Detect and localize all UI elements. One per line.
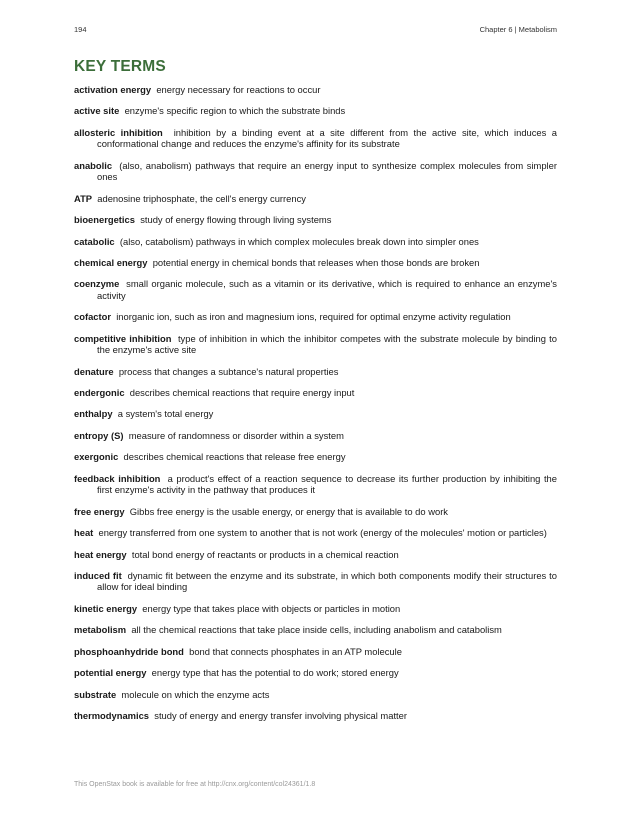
term-definition: study of energy and energy transfer involving physical matter (154, 710, 407, 722)
term-word: activation energy (74, 84, 152, 95)
term-definition: a product's effect of a reaction sequence to decrease its further production by inhibiting the first enzyme's activity in the pathway that produces it (97, 472, 557, 496)
key-term-item (74, 84, 557, 95)
term-word: catabolic (74, 235, 115, 247)
term-definition: process that changes a subtance's natural properties (118, 365, 339, 377)
term-word: heat energy (74, 548, 127, 560)
key-term-item (74, 646, 557, 657)
term-definition: describes chemical reactions that require energy input (129, 387, 355, 398)
page-number: 194 (74, 25, 87, 34)
term-definition: study of energy flowing through living systems (140, 214, 332, 226)
term-definition: energy transferred from one system to another that is not work (energy of the molecules' motion or particles) (98, 527, 547, 539)
key-term-item (74, 506, 557, 517)
key-term-item (74, 710, 557, 721)
key-term-item (74, 473, 557, 496)
key-term-item (74, 667, 557, 678)
term-definition: total bond energy of reactants or products in a chemical reaction (131, 548, 399, 560)
key-term-item (74, 160, 557, 183)
section-title: KEY TERMS (74, 58, 166, 75)
key-term-item (74, 366, 557, 377)
term-word: metabolism (74, 624, 127, 636)
term-definition: a system's total energy (117, 408, 214, 420)
key-term-item (74, 689, 557, 700)
key-term-item (74, 387, 557, 398)
term-definition: dynamic fit between the enzyme and its substrate, in which both components modify their structures to allow for ideal binding (97, 570, 557, 593)
term-word: feedback inhibition (74, 472, 161, 484)
key-term-item (74, 549, 557, 560)
term-word: entropy (S) (74, 429, 124, 441)
term-word: anabolic (74, 159, 113, 171)
term-definition: Gibbs free energy is the usable energy, or energy that is available to do work (129, 505, 448, 517)
term-definition: (also, catabolism) pathways in which complex molecules break down into simpler ones (119, 235, 479, 247)
term-word: kinetic energy (74, 602, 138, 614)
term-definition: all the chemical reactions that take place inside cells, including anabolism and catabolism (131, 624, 502, 636)
key-term-item (74, 127, 557, 150)
term-definition: energy necessary for reactions to occur (156, 84, 321, 95)
term-word: bioenergetics (74, 214, 135, 226)
key-term-item (74, 236, 557, 247)
term-word: substrate (74, 688, 117, 700)
term-word: active site (74, 105, 120, 117)
term-definition: describes chemical reactions that release free energy (123, 451, 346, 463)
key-term-item (74, 105, 557, 116)
term-word: enthalpy (74, 408, 113, 420)
term-definition: inhibition by a binding event at a site different from the active site, which induces a conformational change and reduces the enzyme's affinity for its substrate (97, 126, 557, 150)
term-word: phosphoanhydride bond (74, 645, 184, 657)
term-definition: inorganic ion, such as iron and magnesium ions, required for optimal enzyme activity regulation (116, 311, 511, 323)
running-head: Chapter 6 | Metabolism (479, 25, 557, 34)
term-word: chemical energy (74, 256, 148, 268)
key-terms-list (74, 84, 557, 732)
term-word: ATP (74, 192, 93, 204)
term-definition: enzyme's specific region to which the substrate binds (124, 105, 346, 117)
key-term-item (74, 214, 557, 225)
term-definition: (also, anabolism) pathways that require an energy input to synthesize complex molecules from simpler ones (97, 159, 557, 183)
key-term-item (74, 570, 557, 593)
term-definition: small organic molecule, such as a vitamin or its derivative, which is required to enhance an enzyme's activity (97, 278, 557, 301)
key-term-item (74, 278, 557, 301)
term-word: potential energy (74, 667, 147, 679)
term-word: competitive inhibition (74, 332, 172, 344)
term-word: exergonic (74, 451, 119, 463)
term-definition: type of inhibition in which the inhibitor competes with the substrate molecule by binding to the enzyme's active site (97, 332, 557, 356)
page-footer: This OpenStax book is available for free at http://cnx.org/content/col24361/1.8 (74, 781, 316, 788)
term-definition: molecule on which the enzyme acts (121, 688, 270, 700)
term-word: coenzyme (74, 278, 120, 290)
term-definition: potential energy in chemical bonds that releases when those bonds are broken (152, 256, 480, 268)
key-term-item (74, 430, 557, 441)
term-word: heat (74, 527, 94, 539)
term-definition: measure of randomness or disorder within a system (128, 429, 344, 441)
term-word: denature (74, 365, 114, 377)
term-word: cofactor (74, 311, 111, 323)
term-word: allosteric inhibition (74, 126, 163, 138)
key-term-item (74, 451, 557, 462)
term-definition: energy type that takes place with objects or particles in motion (142, 602, 401, 614)
key-term-item (74, 311, 557, 322)
key-term-item (74, 624, 557, 635)
key-term-item (74, 257, 557, 268)
page-header (74, 25, 557, 37)
key-term-item (74, 527, 557, 538)
term-definition: adenosine triphosphate, the cell's energy currency (97, 192, 306, 204)
key-term-item (74, 408, 557, 419)
term-word: induced fit (74, 570, 122, 582)
key-term-item (74, 333, 557, 356)
term-definition: bond that connects phosphates in an ATP molecule (189, 645, 402, 657)
term-word: free energy (74, 505, 125, 517)
key-term-item (74, 603, 557, 614)
term-word: thermodynamics (74, 710, 150, 722)
term-word: endergonic (74, 387, 125, 398)
term-definition: energy type that has the potential to do work; stored energy (151, 667, 399, 679)
key-term-item (74, 193, 557, 204)
